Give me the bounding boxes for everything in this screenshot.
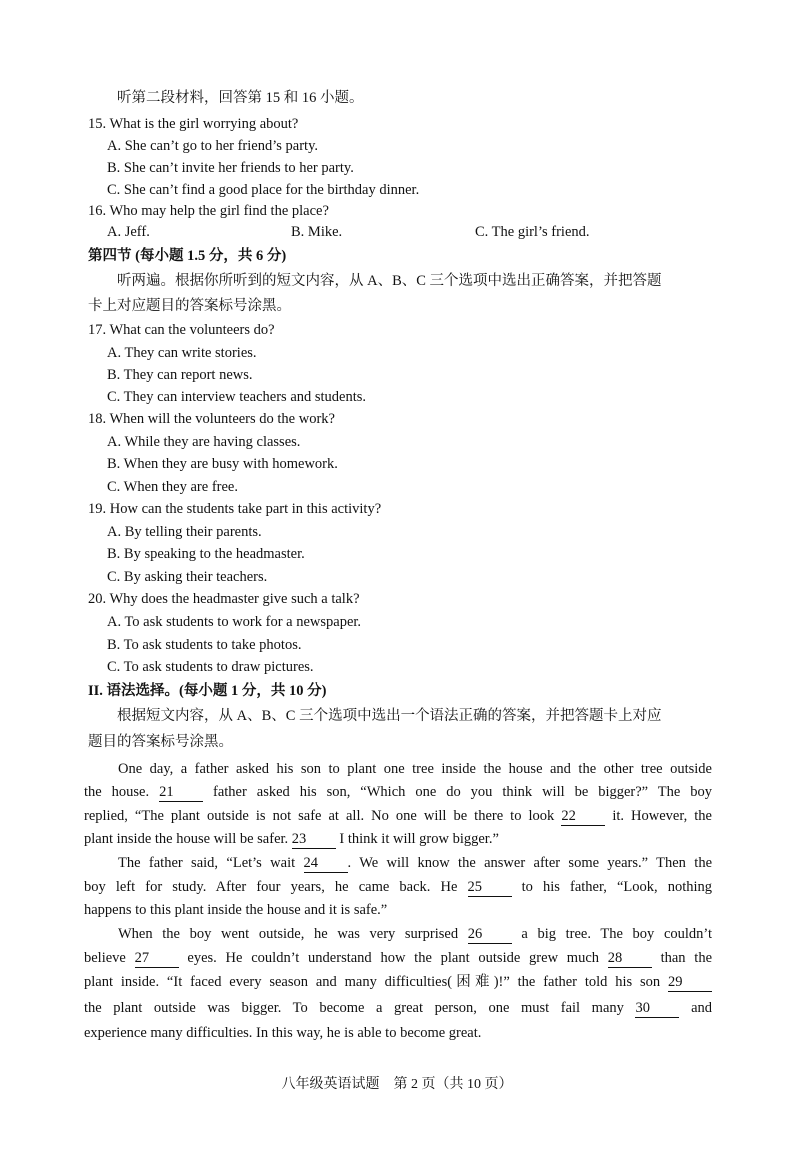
section4-instruction-1: 听两遍。根据你所听到的短文内容，从 A、B、C 三个选项中选出正确答案，并把答题 — [117, 273, 662, 289]
blank-23[interactable]: 23 — [292, 831, 336, 849]
passage-line-8: When the boy went outside, he was very surprised 26 a big tree. The boy couldn’t — [118, 926, 713, 942]
question-16: 16. Who may help the girl find the place? — [88, 203, 329, 219]
q19-option-a: A. By telling their parents. — [107, 524, 262, 540]
blank-28[interactable]: 28 — [608, 950, 652, 968]
passage-line-4: plant inside the house will be safer. 23 I think it will grow bigger.” — [84, 831, 499, 847]
part2-instruction-2: 题目的答案标号涂黑。 — [88, 734, 233, 750]
q16-option-c: C. The girl’s friend. — [475, 224, 590, 240]
passage-line-10: plant inside. “It faced every season and many difficulties(困难)!” the father told his son 29 — [84, 972, 712, 992]
q15-option-b: B. She can’t invite her friends to her party. — [107, 160, 354, 176]
blank-24[interactable]: 24 — [304, 855, 348, 873]
question-15: 15. What is the girl worrying about? — [88, 116, 299, 132]
passage-line-7: happens to this plant inside the house and it is safe.” — [84, 902, 388, 918]
blank-26[interactable]: 26 — [468, 926, 512, 944]
passage-line-2: the house. 21 father asked his son, “Which one do you think will be bigger?” The boy — [84, 784, 713, 800]
q16-option-a: A. Jeff. — [107, 224, 150, 240]
blank-29[interactable]: 29 — [668, 974, 712, 992]
blank-30[interactable]: 30 — [635, 1000, 679, 1018]
question-19: 19. How can the students take part in this activity? — [88, 501, 382, 517]
question-18: 18. When will the volunteers do the work? — [88, 411, 335, 427]
section4-heading: 第四节 (每小题 1.5 分，共 6 分) — [88, 248, 287, 264]
passage-line-9: believe 27 eyes. He couldn’t understand how the plant outside grew much 28 than the — [84, 950, 713, 966]
q20-option-a: A. To ask students to work for a newspaper. — [107, 614, 362, 630]
q19-option-b: B. By speaking to the headmaster. — [107, 546, 305, 562]
q17-option-c: C. They can interview teachers and students. — [107, 389, 367, 405]
passage-line-5: The father said, “Let’s wait 24 . We will know the answer after some years.” Then the — [118, 855, 713, 871]
passage-line-12: experience many difficulties. In this way, he is able to become great. — [84, 1025, 482, 1041]
passage-line-11: the plant outside was bigger. To become a great person, one must fail many 30 and — [84, 1000, 713, 1016]
part2-instruction-1: 根据短文内容，从 A、B、C 三个选项中选出一个语法正确的答案，并把答题卡上对应 — [117, 708, 662, 724]
blank-22[interactable]: 22 — [561, 808, 605, 826]
q17-option-b: B. They can report news. — [107, 367, 253, 383]
q20-option-c: C. To ask students to draw pictures. — [107, 659, 314, 675]
section3-intro: 听第二段材料，回答第 15 和 16 小题。 — [117, 90, 364, 106]
passage-line-3: replied, “The plant outside is not safe at all. No one will be there to look 22 it. However, the — [84, 808, 712, 824]
section4-instruction-2: 卡上对应题目的答案标号涂黑。 — [88, 298, 291, 314]
part2-heading: II. 语法选择。(每小题 1 分，共 10 分) — [88, 683, 327, 699]
question-20: 20. Why does the headmaster give such a talk? — [88, 591, 360, 607]
q18-option-b: B. When they are busy with homework. — [107, 456, 338, 472]
blank-25[interactable]: 25 — [468, 879, 512, 897]
page-footer: 八年级英语试题 第 2 页（共 10 页） — [281, 1077, 513, 1092]
q15-option-a: A. She can’t go to her friend’s party. — [107, 138, 319, 154]
passage-line-6: boy left for study. After four years, he came back. He 25 to his father, “Look, nothing — [84, 879, 713, 895]
blank-27[interactable]: 27 — [135, 950, 179, 968]
q18-option-a: A. While they are having classes. — [107, 434, 301, 450]
blank-21[interactable]: 21 — [159, 784, 203, 802]
q16-option-b: B. Mike. — [291, 224, 343, 240]
passage-line-1: One day, a father asked his son to plant one tree inside the house and the other tree outside — [118, 761, 712, 777]
q18-option-c: C. When they are free. — [107, 479, 238, 495]
q15-option-c: C. She can’t find a good place for the birthday dinner. — [107, 182, 420, 198]
q17-option-a: A. They can write stories. — [107, 345, 257, 361]
q20-option-b: B. To ask students to take photos. — [107, 637, 302, 653]
question-17: 17. What can the volunteers do? — [88, 322, 275, 338]
q19-option-c: C. By asking their teachers. — [107, 569, 268, 585]
